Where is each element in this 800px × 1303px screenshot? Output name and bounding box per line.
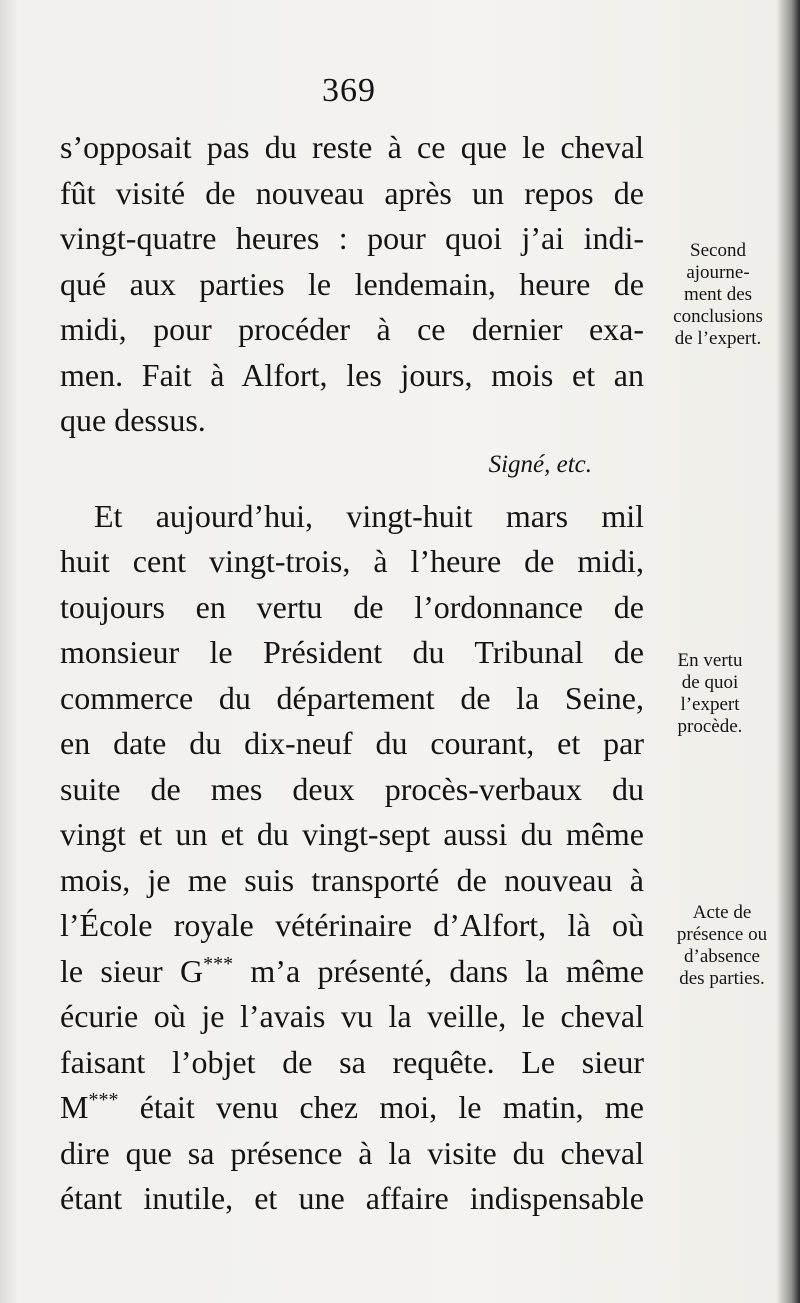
- margin-note-line: Second: [690, 240, 746, 261]
- text-line: commerce du département de la Seine,: [60, 679, 644, 716]
- asterisks-superscript: ***: [88, 1089, 119, 1111]
- text-fragment: le sieur G: [60, 952, 204, 989]
- text-line: [60, 949, 644, 995]
- text-line: suite de mes deux procès-verbaux du: [60, 770, 644, 807]
- margin-note-adjournment: [648, 240, 788, 350]
- text-line: que dessus.: [60, 402, 206, 438]
- text-line: écurie où je l’avais vu la veille, le cheval: [60, 998, 644, 1034]
- text-line: vingt et un et du vingt-sept aussi du même: [60, 816, 644, 852]
- margin-note-line: de l’expert.: [674, 328, 762, 349]
- text-line: monsieur le Président du Tribunal de: [60, 634, 644, 670]
- margin-note-line: En vertu: [677, 650, 743, 671]
- margin-note-line: présence ou: [676, 924, 768, 945]
- text-line: toujours en vertu de l’ordonnance de: [60, 588, 644, 625]
- text-line: étant inutile, et une affaire indispensable: [60, 1180, 644, 1216]
- asterisks-superscript: ***: [203, 952, 234, 975]
- margin-note-line: procède.: [677, 716, 743, 737]
- margin-note-line: de quoi: [681, 672, 739, 693]
- text-fragment: m’a présenté, dans la même: [233, 952, 644, 989]
- margin-note-line: des parties.: [679, 968, 765, 989]
- margin-note-presence: [652, 902, 792, 990]
- page-number: 369: [322, 72, 376, 109]
- text-line: s’opposait pas du reste à ce que le cheval: [60, 129, 644, 165]
- text-line: midi, pour procéder à ce dernier exa-: [60, 311, 644, 347]
- main-text: [60, 125, 644, 1222]
- text-line: l’École royale vétérinaire d’Alfort, là où: [60, 907, 644, 943]
- margin-note-line: d’absence: [684, 946, 760, 967]
- text-line: qué aux parties le lendemain, heure de: [60, 265, 644, 302]
- margin-note-line: conclusions: [673, 306, 763, 327]
- text-fragment: M: [60, 1089, 89, 1125]
- text-line: [60, 1085, 644, 1131]
- margin-note-line: l’expert: [680, 694, 740, 715]
- text-line: dire que sa présence à la visite du cheval: [60, 1134, 644, 1171]
- margin-note-line: ment des: [683, 284, 753, 305]
- text-line: huit cent vingt-trois, à l’heure de midi,: [60, 543, 644, 579]
- text-fragment: était venu chez moi, le matin, me: [118, 1089, 644, 1125]
- margin-note-authority: [650, 650, 770, 738]
- text-line: en date du dix-neuf du courant, et par: [60, 725, 644, 761]
- text-line: vingt-quatre heures : pour quoi j’ai indi-: [60, 220, 644, 256]
- text-line: mois, je me suis transporté de nouveau à: [60, 861, 644, 898]
- margin-note-line: Acte de: [692, 902, 752, 923]
- signature: Signé, etc.: [488, 450, 592, 478]
- text-line: fût visité de nouveau après un repos de: [60, 174, 644, 211]
- margin-note-line: ajourne-: [686, 262, 750, 283]
- text-line: men. Fait à Alfort, les jours, mois et an: [60, 356, 644, 393]
- text-line: faisant l’objet de sa requête. Le sieur: [60, 1043, 644, 1080]
- text-line: Et aujourd’hui, vingt-huit mars mil: [94, 497, 644, 534]
